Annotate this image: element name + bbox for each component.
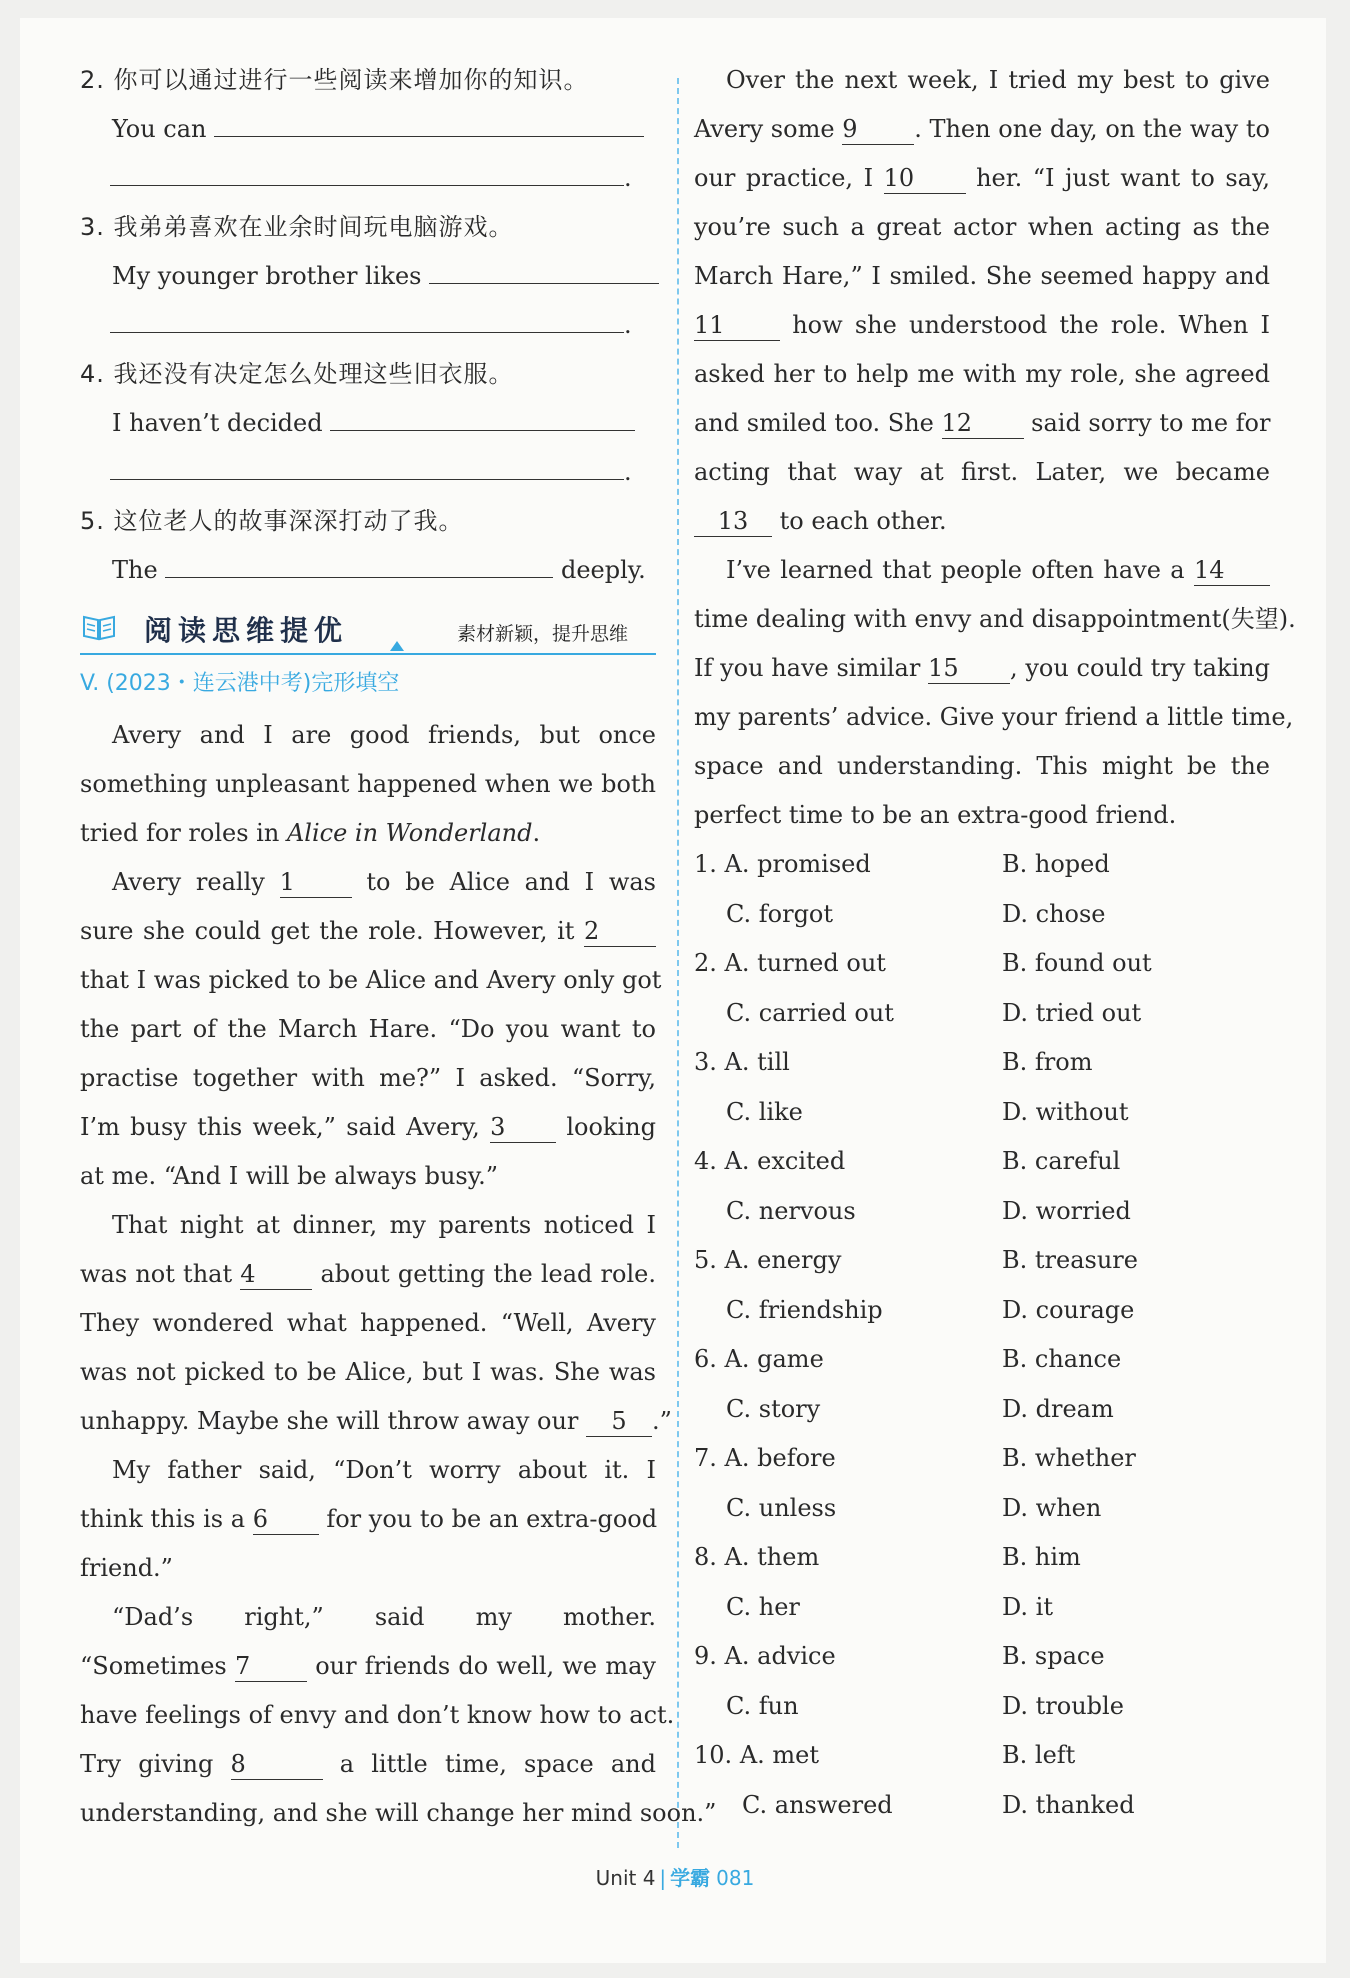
option-a[interactable]: 4. A. excited <box>694 1147 846 1175</box>
cloze-blank[interactable]: 8 <box>231 1749 323 1780</box>
option-a[interactable]: 6. A. game <box>694 1345 824 1373</box>
option-row <box>694 1335 1270 1385</box>
chinese-sentence: 我还没有决定怎么处理这些旧衣服。 <box>113 360 514 388</box>
option-c[interactable]: C. fun <box>726 1691 799 1720</box>
answer-blank[interactable] <box>165 555 553 578</box>
chinese-sentence: 你可以通过进行一些阅读来增加你的知识。 <box>113 66 589 94</box>
option-c[interactable]: C. friendship <box>726 1295 883 1324</box>
sentence-start: You can <box>112 115 207 143</box>
option-d[interactable]: D. dream <box>1002 1394 1114 1423</box>
item-number: 4. <box>80 360 105 388</box>
option-a[interactable]: 5. A. energy <box>694 1246 842 1274</box>
option-c[interactable]: C. story <box>726 1394 821 1423</box>
option-c[interactable]: C. carried out <box>726 998 894 1027</box>
cloze-blank[interactable]: 11 <box>694 310 780 341</box>
option-b[interactable]: B. space <box>1002 1642 1105 1670</box>
option-row <box>694 1385 1270 1435</box>
option-b[interactable]: B. hoped <box>1002 850 1110 878</box>
cloze-blank[interactable]: 12 <box>942 408 1024 439</box>
sentence-start: My younger brother likes <box>112 262 422 290</box>
option-d[interactable]: D. worried <box>1002 1196 1131 1225</box>
passage-paragraph: I’ve learned that people often have a 14 time dealing with envy and disappointment(失望). If you have similar 15 , you could try taking my parents’ advice. Give your friend a little time, space and understanding. This might be the perfect time to be an extra-good friend. <box>694 556 1296 829</box>
unit-label: Unit 4 <box>595 1866 656 1890</box>
options-list <box>694 840 1270 1830</box>
cloze-blank[interactable]: 1 <box>280 867 352 898</box>
passage-paragraph: My father said, “Don’t worry about it. I think this is a 6 for you to be an extra-good friend.” <box>80 1456 658 1582</box>
option-b[interactable]: B. from <box>1002 1048 1093 1076</box>
option-b[interactable]: B. found out <box>1002 949 1152 977</box>
item-number: 3. <box>80 213 105 241</box>
cloze-blank[interactable]: 9 <box>842 114 914 145</box>
option-row <box>694 890 1270 940</box>
option-row <box>694 1731 1270 1781</box>
answer-blank[interactable] <box>110 310 624 333</box>
option-row <box>694 1781 1270 1831</box>
option-row <box>694 840 1270 890</box>
page-number: 081 <box>716 1866 755 1890</box>
option-a[interactable]: 8. A. them <box>694 1543 820 1571</box>
option-row <box>694 1236 1270 1286</box>
option-c[interactable]: C. answered <box>742 1790 893 1819</box>
section-title: 阅读思维提优 <box>144 614 349 647</box>
option-d[interactable]: D. trouble <box>1002 1691 1124 1720</box>
cloze-blank[interactable]: 5 <box>586 1406 652 1437</box>
cloze-blank[interactable]: 7 <box>235 1651 307 1682</box>
option-b[interactable]: B. whether <box>1002 1444 1136 1472</box>
option-b[interactable]: B. careful <box>1002 1147 1121 1175</box>
option-row <box>694 1137 1270 1187</box>
open-book-icon <box>82 613 116 641</box>
passage-paragraph: “Dad’s right,” said my mother. “Sometimes 7 our friends do well, we may have feelings of envy and don’t know how to act. Try giving 8 a little time, space and understanding, and she will change her mind soon.” <box>80 1603 717 1827</box>
option-row <box>694 1533 1270 1583</box>
cloze-blank[interactable]: 15 <box>928 653 1010 684</box>
option-a[interactable]: 3. A. till <box>694 1048 790 1076</box>
option-b[interactable]: B. him <box>1002 1543 1081 1571</box>
answer-blank[interactable] <box>110 163 624 186</box>
option-c[interactable]: C. like <box>726 1097 803 1126</box>
cloze-blank[interactable]: 3 <box>490 1112 556 1143</box>
task-label: V. (2023・连云港中考)完形填空 <box>80 671 400 696</box>
cloze-blank[interactable]: 2 <box>584 916 656 947</box>
option-row <box>694 1038 1270 1088</box>
option-row <box>694 939 1270 989</box>
option-d[interactable]: D. tried out <box>1002 998 1142 1027</box>
option-c[interactable]: C. unless <box>726 1493 837 1522</box>
option-row <box>694 1088 1270 1138</box>
option-d[interactable]: D. it <box>1002 1592 1053 1621</box>
answer-blank[interactable] <box>429 261 659 284</box>
option-a[interactable]: 1. A. promised <box>694 850 871 878</box>
sentence-start: The <box>112 556 158 584</box>
option-row <box>694 1632 1270 1682</box>
option-b[interactable]: B. chance <box>1002 1345 1122 1373</box>
option-row <box>694 1286 1270 1336</box>
item-number: 5. <box>80 507 105 535</box>
answer-blank[interactable] <box>330 408 635 431</box>
cloze-blank[interactable]: 14 <box>1194 555 1270 586</box>
cloze-blank[interactable]: 4 <box>240 1259 312 1290</box>
option-a[interactable]: 2. A. turned out <box>694 949 886 977</box>
option-row <box>694 1484 1270 1534</box>
footer-separator: | <box>659 1866 667 1890</box>
column-divider <box>677 78 679 1848</box>
chinese-sentence: 这位老人的故事深深打动了我。 <box>113 507 464 535</box>
passage-paragraph: That night at dinner, my parents noticed I was not that 4 about getting the lead role. They wondered what happened. “Well, Avery was not picked to be Alice, but I was. She was unhappy. Maybe she will throw away our 5 .” <box>80 1211 672 1435</box>
passage-paragraph: Avery and I are good friends, but once something unpleasant happened when we both tried for roles in Alice in Wonderland. <box>80 721 656 847</box>
translation-item: 4. 我还没有决定怎么处理这些旧衣服。 I haven’t decided . <box>80 350 656 497</box>
cloze-blank[interactable]: 13 <box>694 506 772 537</box>
option-row <box>694 1583 1270 1633</box>
book-title: Alice in Wonderland <box>286 819 533 847</box>
chinese-sentence: 我弟弟喜欢在业余时间玩电脑游戏。 <box>113 213 514 241</box>
option-row <box>694 1434 1270 1484</box>
sentence-start: I haven’t decided <box>112 409 323 437</box>
translation-item: 3. 我弟弟喜欢在业余时间玩电脑游戏。 My younger brother likes . <box>80 203 656 350</box>
cloze-blank[interactable]: 10 <box>884 163 966 194</box>
option-row <box>694 1682 1270 1732</box>
option-c[interactable]: C. her <box>726 1592 800 1621</box>
option-b[interactable]: B. left <box>1002 1741 1076 1769</box>
triangle-marker <box>390 641 404 651</box>
option-c[interactable]: C. nervous <box>726 1196 856 1225</box>
option-a[interactable]: 7. A. before <box>694 1444 836 1472</box>
right-column <box>694 56 1296 1830</box>
option-c[interactable]: C. forgot <box>726 899 834 928</box>
section-header <box>80 605 656 655</box>
sentence-end: deeply. <box>560 556 646 584</box>
option-b[interactable]: B. treasure <box>1002 1246 1138 1274</box>
option-a[interactable]: 10. A. met <box>694 1741 820 1769</box>
option-d[interactable]: D. courage <box>1002 1295 1135 1324</box>
translation-item <box>80 497 656 595</box>
option-row <box>694 1187 1270 1237</box>
option-row <box>694 989 1270 1039</box>
passage-paragraph: Over the next week, I tried my best to give Avery some 9 . Then one day, on the way to our practice, I 10 her. “I just want to say, you’re such a great actor when acting as the March Hare,” I smiled. She seemed happy and 11 how she understood the role. When I asked her to help me with my role, she agreed and smiled too. She 12 said sorry to me for acting that way at first. Later, we became 13 to each other. <box>694 66 1271 535</box>
cloze-blank[interactable]: 6 <box>253 1504 319 1535</box>
answer-blank[interactable] <box>214 114 644 137</box>
translation-item: 2. 你可以通过进行一些阅读来增加你的知识。 You can . <box>80 56 656 203</box>
passage-paragraph: Avery really 1 to be Alice and I was sure she could get the role. However, it 2 that I was picked to be Alice and Avery only got the part of the March Hare. “Do you want to practise together with me?” I asked. “Sorry, I’m busy this week,” said Avery, 3 looking at me. “And I will be always busy.” <box>80 868 662 1190</box>
option-d[interactable]: D. when <box>1002 1493 1102 1522</box>
option-d[interactable]: D. thanked <box>1002 1790 1135 1819</box>
page-footer <box>0 1862 1350 1891</box>
option-d[interactable]: D. chose <box>1002 899 1106 928</box>
option-a[interactable]: 9. A. advice <box>694 1642 836 1670</box>
item-number: 2. <box>80 66 105 94</box>
brand-label: 学霸 <box>670 1866 711 1890</box>
section-tag: 素材新颖，提升思维 <box>456 623 628 645</box>
option-d[interactable]: D. without <box>1002 1097 1129 1126</box>
answer-blank[interactable] <box>110 457 624 480</box>
